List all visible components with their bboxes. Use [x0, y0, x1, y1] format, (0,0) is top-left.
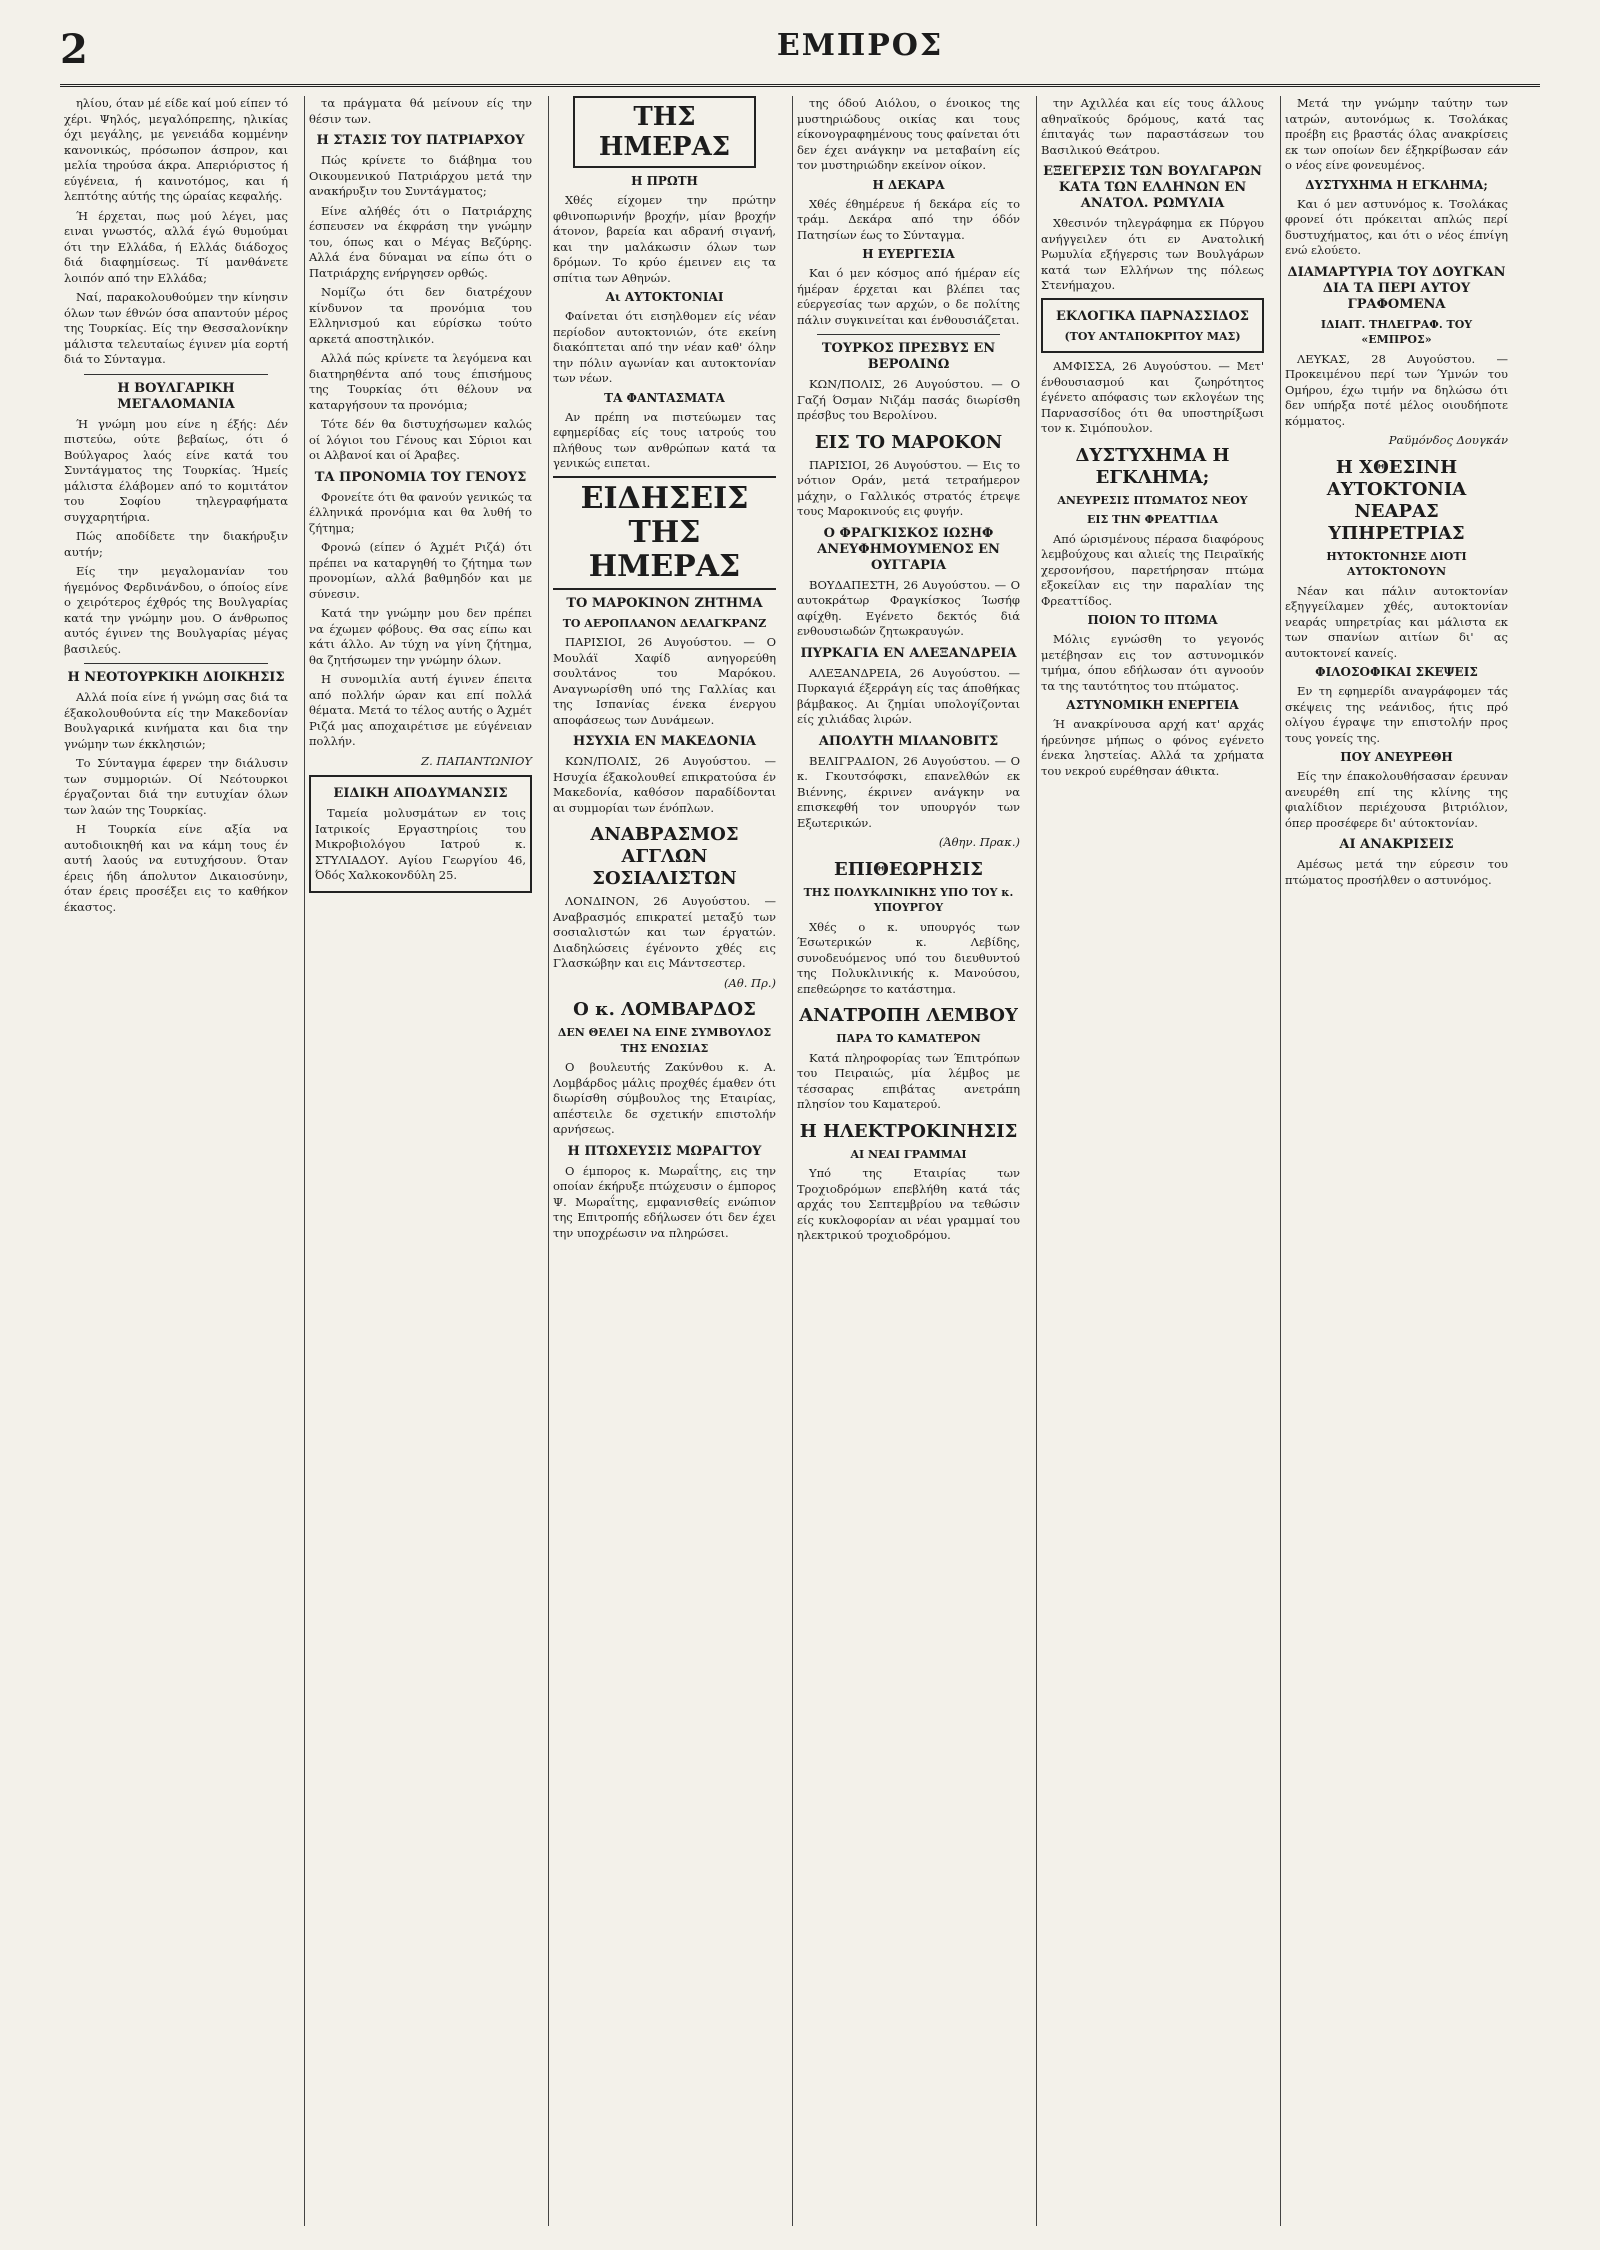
ad-text: Ταμεία μολυσμάτων εν τοις Ιατρικοίς Εργαστηρίοις του Μικροβιολόγου Ιατρού κ. ΣΤΥΛΙΑΔΟΥ. Αγίου Γεωργίου 46, Όδός Χαλκοκονδύλη 25.: [315, 806, 526, 882]
paragraph: Ο βουλευτής Ζακύνθου κ. Α. Λομβάρδος μάλις προχθές έμαθεν ότι διωρίσθη σύμβουλος της Εταιρίας, απέστειλε δε σχετικήν επιστολήν αρνήσεως.: [553, 1060, 776, 1136]
ad-heading: ΕΙΔΙΚΗ ΑΠΟΔΥΜΑΝΣΙΣ: [333, 786, 508, 801]
section-heading: ΤΑ ΠΡΟΝΟΜΙΑ ΤΟΥ ΓΕΝΟΥΣ: [314, 469, 527, 485]
paragraph: Αμέσως μετά την εύρεσιν του πτώματος προσήλθεν ο αστυνόμος.: [1285, 857, 1508, 887]
paragraph: ΑΜΦΙΣΣΑ, 26 Αυγούστου. — Μετ' ένθουσιασμού και ζωηρότητος έγένετο απόφασις των εκλογέων της Παρνασσίδος ότι θα υποστηρίξωσι τον κ. Σιμόπουλον.: [1041, 359, 1264, 435]
section-heading: Η ΒΟΥΛΓΑΡΙΚΗ ΜΕΓΑΛΟΜΑΝΙΑ: [117, 380, 235, 412]
masthead: [60, 22, 1540, 87]
subheading: ΙΔΙΑΙΤ. ΤΗΛΕΓΡΑΦ. ΤΟΥ «ΕΜΠΡΟΣ»: [1320, 317, 1473, 346]
column-4: [792, 96, 1024, 2226]
paragraph: Χθές ο κ. υπουργός των Έσωτερικών κ. Λεβίδης, συνοδευόμενος υπό του διευθυντού της Πολυκλινικής κ. Μανούσου, επεθεώρησε το κατάστημα.: [797, 919, 1020, 996]
paragraph: Η συνομιλία αυτή έγινεν έπειτα από πολλήν ώραν και επί πολλά θέματα. Μετά το τέλος αυτής ο Άχμέτ Ριζά μας αποχαιρέτισε με εύγένειαν πολλήν.: [309, 672, 532, 748]
section-heading: Αι ΑΥΤΟΚΤΟΝΙΑΙ: [605, 290, 724, 304]
section-heading: ΑΠΟΛΥΤΗ ΜΙΛΑΝΟΒΙΤΣ: [818, 733, 999, 749]
paragraph: Αλλά πώς κρίνετε τα λεγόμενα και διατηρηθέντα από τους έπισήμους της Τουρκίας ότι θέλουν να καταργήσουν τα προνόμια;: [309, 351, 532, 412]
section-heading: ΤΟ ΜΑΡΟΚΙΝΟΝ ΖΗΤΗΜΑ: [566, 595, 763, 611]
section-heading: ΔΥΣΤΥΧΗΜΑ Η ΕΓΚΛΗΜΑ;: [1075, 444, 1230, 488]
section-heading: ΑΙ ΑΝΑΚΡΙΣΕΙΣ: [1339, 837, 1454, 852]
section-heading: Ο ΦΡΑΓΚΙΣΚΟΣ ΙΩΣΗΦ ΑΝΕΥΦΗΜΟΥΜΕΝΟΣ ΕΝ ΟΥΓΓΑΡΙΑ: [817, 525, 1000, 573]
dispatch: ΒΕΛΙΓΡΑΔΙΟΝ, 26 Αυγούστου. — Ο κ. Γκουτσόφσκι, επανελθών εκ Βιέννης, έκρινεν ανάγκην να επισκεφθή τον υπουργόν των Εξωτερικών.: [797, 753, 1020, 830]
section-heading: ΦΙΛΟΣΟΦΙΚΑΙ ΣΚΕΨΕΙΣ: [1315, 665, 1478, 679]
section-heading: ΠΥΡΚΑΓΙΑ ΕΝ ΑΛΕΞΑΝΔΡΕΙΑ: [800, 645, 1017, 661]
section-heading: ΕΚΛΟΓΙΚΑ ΠΑΡΝΑΣΣΙΔΟΣ: [1055, 308, 1249, 324]
paragraph: Χθές είχομεν την πρώτην φθινοπωρινήν βροχήν, μίαν βροχήν άτονον, βαρεία και αδρανή σιγανή, και την μαλάκωσιν όλων των δρόμων. Το κρύο έμεινεν εις τα σπίτια των Αθηνών.: [553, 193, 776, 285]
paragraph: Φρονείτε ότι θα φανούν γενικώς τα έλληνικά προνόμια και θα λυθή το ζήτημα;: [309, 489, 532, 535]
paragraph: Ή έρχεται, πως μού λέγει, μας ειναι γνωστός, αλλά έγώ θυμούμαι ότι την Ελλάδα, ή Ελλάς διάδοχος διά διαφημίσεως. Τί μανθάνετε λοιπόν από την Ελλάδα;: [64, 208, 288, 285]
section-heading: ΑΝΑΤΡΟΠΗ ΛΕΜΒΟΥ: [799, 1005, 1018, 1026]
paragraph: Και ό μεν αστυνόμος κ. Τσολάκας φρονεί ότι πρόκειται απλώς περί δυστυχήματος, και ότι ο νέος έπνίγη ενώ ελούετο.: [1285, 196, 1508, 257]
divider: [817, 334, 1000, 335]
section-heading: ΔΙΑΜΑΡΤΥΡΙΑ ΤΟΥ ΔΟΥΓΚΑΝ ΔΙΑ ΤΑ ΠΕΡΙ ΑΥΤΟΥ ΓΡΑΦΟΜΕΝΑ: [1287, 264, 1506, 312]
column-1: [60, 96, 292, 2226]
paragraph: ηλίου, όταν μέ είδε καί μού είπεν τό χέρι. Ψηλός, μεγαλόπρεπης, ηλικίας όχι μεγάλης, με γενειάδα κομμένην κανονικώς, πρόσωπον άσπρον, και μελία τηρούσα άκρα. Απεριόριστος ή εύγένεια, ή καινοτόμος, και ή λεπτότης αύτής της ώραίας κεφαλής.: [64, 96, 288, 203]
column-3: [548, 96, 780, 2226]
divider: [84, 374, 268, 375]
subheading: ΑΝΕΥΡΕΣΙΣ ΠΤΩΜΑΤΟΣ ΝΕΟΥ: [1057, 493, 1248, 507]
paragraph: Υπό της Εταιρίας των Τροχιοδρόμων επεβλήθη κατά τάς αρχάς του Σεπτεμβρίου να τεθώσιν είς κυκλοφορίαν αι νέαι γραμμαί του ηλεκτρικού τροχιοδρόμου.: [797, 1166, 1020, 1242]
dispatch: ΛΟΝΔΙΝΟΝ, 26 Αυγούστου. — Αναβρασμός επικρατεί μεταξύ των σοσιαλιστών και των έργατών. Διαδηλώσεις έγένοντο χθές εις Γλασκώβην και εις Μάντσεστερ.: [553, 894, 776, 970]
divider: [84, 663, 268, 664]
section-heading: Η ΗΛΕΚΤΡΟΚΙΝΗΣΙΣ: [799, 1120, 1018, 1142]
section-heading: ΕΠΙΘΕΩΡΗΣΙΣ: [834, 858, 983, 880]
paragraph: Κατά πληροφορίας των Έπιτρόπων του Πειραιώς, μία λέμβος με τέσσαρας επιβάτας ανετράπη πλησίον του Καματερού.: [797, 1050, 1020, 1111]
section-heading: Ο κ. ΛΟΜΒΑΡΔΟΣ: [573, 999, 756, 1020]
subheading: ΔΕΝ ΘΕΛΕΙ ΝΑ ΕΙΝΕ ΣΥΜΒΟΥΛΟΣ ΤΗΣ ΕΝΩΣΙΑΣ: [557, 1026, 772, 1055]
news-of-day-title: ΕΙΔΗΣΕΙΣ ΤΗΣ ΗΜΕΡΑΣ: [553, 476, 776, 590]
section-heading: ΠΟΙΟΝ ΤΟ ΠΤΩΜΑ: [1087, 613, 1218, 627]
subheading: ΤΗΣ ΠΟΛΥΚΛΙΝΙΚΗΣ ΥΠΟ ΤΟΥ κ. ΥΠΟΥΡΓΟΥ: [803, 885, 1014, 914]
section-heading: Η ΠΡΩΤΗ: [631, 174, 698, 188]
section-heading: ΔΥΣΤΥΧΗΜΑ Η ΕΓΚΛΗΜΑ;: [1305, 177, 1488, 192]
section-heading: ΤΟΥΡΚΟΣ ΠΡΕΣΒΥΣ ΕΝ ΒΕΡΟΛΙΝΩ: [821, 341, 996, 372]
paragraph: Κατά την γνώμην μου δεν πρέπει να έχωμεν φόβους. Θα σας είπω και κάτι άλλο. Αν τύχη να γίνη ζήτημα, θα ζητήσωμεν την γνώμην όλων.: [309, 606, 532, 667]
paragraph: Ναί, παρακολουθούμεν την κίνησιν όλων των έθνών όσα απαντούν μέρος της Τουρκίας. Είς την Θεσσαλονίκην μάλιστα τελευταίως έγινεν μία εορτή διά το Σύνταγμα.: [64, 290, 288, 366]
paragraph: Είνε αλήθές ότι ο Πατριάρχης έσπευσεν να έκφράση την γνώμην του, όπως και ο Μέγας Βεζύρης. Αλλά ένα δύναμαι να είπω ότι ο Πατριάρχης ενήργησεν ορθώς.: [309, 203, 532, 280]
column-6: [1280, 96, 1512, 2226]
column-2: [304, 96, 536, 2226]
paragraph: της όδού Αιόλου, ο ένοικος της μυστηριώδους οικίας και τους είκονογραφημένους τους φαίνεται ότι δεν έχει ανάγκην να μεταβαίνη είς τον μυστηριώδην εκείνον οίκον.: [797, 96, 1021, 172]
paragraph: Ή ανακρίνουσα αρχή κατ' αρχάς ήρεύνησε μήπως ο φόνος εγένετο ένεκα ληστείας. Αλλά τα χρήματα του νεκρού ευρέθησαν άθικτα.: [1041, 717, 1264, 778]
election-box: [1041, 298, 1264, 354]
section-heading: ΕΙΣ ΤΟ ΜΑΡΟΚΟΝ: [814, 431, 1003, 453]
dispatch: ΚΩΝ/ΠΟΛΙΣ, 26 Αυγούστου. — Ησυχία έξακολουθεί επικρατούσα έν Μακεδονία, καθόσον παραδίδονται αι συμμορίαι των ένόπλων.: [553, 754, 776, 815]
column-5: [1036, 96, 1268, 2226]
paragraph: Φρονώ (είπεν ό Άχμέτ Ριζά) ότι πρέπει να καταργηθή το ζήτημα των προνομίων, αλλά βαθμηδόν και με σύνεσιν.: [309, 540, 532, 601]
subheading: ΗΥΤΟΚΤΟΝΗΣΕ ΔΙΟΤΙ ΑΥΤΟΚΤΟΝΟΥΝ: [1326, 549, 1467, 578]
section-heading: ΠΟΥ ΑΝΕΥΡΕΘΗ: [1340, 750, 1453, 764]
paragraph: Μόλις εγνώσθη το γεγονός μετέβησαν εις τον αστυνομικόν τμήμα, όπου εδήλωσαν ότι αγνοούν τα της ταυτότητος του πτώματος.: [1041, 632, 1264, 693]
advertisement-box: [309, 775, 532, 893]
paragraph: Είς την μεγαλομανίαν του ήγεμόνος Φερδινάνδου, ο όποίος είνε ο χειρότερος έχθρός της Βουλγαρίας κατά την γνώμην μου. Ο άνθρωπος αυτός έγινεν της Βουλγαρίας μέγας βασιλεύς.: [64, 564, 288, 656]
section-heading: Η ΝΕΟΤΟΥΡΚΙΚΗ ΔΙΟΙΚΗΣΙΣ: [67, 670, 285, 685]
author-signature: Ραϋμόνδος Δουγκάν: [1388, 433, 1508, 447]
section-heading: ΗΣΥΧΙΑ ΕΝ ΜΑΚΕΔΟΝΙΑ: [573, 734, 756, 749]
tis-imeras-title: ΤΗΣ ΗΜΕΡΑΣ: [573, 96, 756, 168]
section-heading: Η ΣΤΑΣΙΣ ΤΟΥ ΠΑΤΡΙΑΡΧΟΥ: [316, 133, 525, 148]
subheading: ΕΙΣ ΤΗΝ ΦΡΕΑΤΤΙΔΑ: [1087, 513, 1218, 526]
subheading: (ΤΟΥ ΑΝΤΑΠΟΚΡΙΤΟΥ ΜΑΣ): [1064, 329, 1241, 343]
subheading: ΤΟ ΑΕΡΟΠΛΑΝΟΝ ΔΕΛΑΓΚΡΑΝΖ: [562, 616, 767, 630]
paragraph: Το Σύνταγμα έφερεν την διάλυσιν των συμμοριών. Οί Νεότουρκοι έργαζονται διά την ευτυχίαν όλων των λαών της Τουρκίας.: [64, 756, 288, 817]
paragraph: Η Τουρκία είνε αξία να αυτοδιοικηθή και να κάμη τους έν αυτή λαούς να ευτυχήσουν. Όταν έρεις ήδη άπολυτον Δικαιοσύνην, όταν έρεις προσέξει εις το καθήκον έκαστος.: [64, 822, 288, 914]
paragraph: Είς την έπακολουθήσασαν έρευναν ανευρέθη επί της κλίνης της φιαλίδιον περιέχουσα βιτριόλιον, όπερ προσέφερε δι' αύτοκτονίαν.: [1285, 769, 1508, 830]
section-heading: ΕΞΕΓΕΡΣΙΣ ΤΩΝ ΒΟΥΛΓΑΡΩΝ ΚΑΤΑ ΤΩΝ ΕΛΛΗΝΩΝ ΕΝ ΑΝΑΤΟΛ. ΡΩΜΥΛΙΑ: [1043, 164, 1262, 211]
dispatch: ΚΩΝ/ΠΟΛΙΣ, 26 Αυγούστου. — Ο Γαζή Όσμαν Νιζάμ πασάς διωρίσθη πρέσβυς του Βερολίνου.: [797, 377, 1020, 422]
dispatch: ΒΟΥΔΑΠΕΣΤΗ, 26 Αυγούστου. — Ο αυτοκράτωρ Φραγκίσκος Ίωσήφ αφίχθη. Εγένετο δεκτός διά ενθουσιωδών ζητωκραυγών.: [797, 577, 1020, 638]
paragraph: Χθές έθημέρευε ή δεκάρα είς το τράμ. Δεκάρα από την όδόν Πατησίων έως το Σύνταγμα.: [797, 196, 1020, 242]
paragraph: Ο έμπορος κ. Μωραΐτης, εις την οποίαν έκήρυξε πτώχευσιν ο έμπορος Ψ. Μωραΐτης, εμφανισθείς ενώπιον της Επιτροπής εδήλωσεν ότι δεν έχει την υποχρέωσιν να πληρώσει.: [553, 1163, 776, 1240]
newspaper-title: ΕΜΠΡΟΣ: [776, 28, 944, 63]
section-heading: Η ΕΥΕΡΓΕΣΙΑ: [862, 247, 955, 261]
section-heading: Η ΠΤΩΧΕΥΣΙΣ ΜΩΡΑΓΤΟΥ: [567, 1143, 762, 1159]
paragraph: Πώς κρίνετε το διάβημα του Οικουμενικού Πατριάρχου μετά την ανακήρυξιν του Συντάγματος;: [309, 153, 532, 198]
section-heading: ΑΣΤΥΝΟΜΙΚΗ ΕΝΕΡΓΕΙΑ: [1066, 698, 1239, 712]
paragraph: Νέαν και πάλιν αυτοκτονίαν εξηγγείλαμεν χθές, αυτοκτονίαν νεαράς υπηρετρίας και μάλιστα εκ των σπανίων αιτίων δι' ας αυτοκτονεί κανείς.: [1285, 583, 1508, 660]
columns: [60, 96, 1540, 2226]
paragraph: Χθεσινόν τηλεγράφημα εκ Πύργου ανήγγειλεν ότι εν Ανατολική Ρωμυλία εξήγερσις των Βουλγάρων κατά των Ελλήνων της πόλεως Στενήμαχου.: [1041, 216, 1264, 292]
paragraph: Αλλά ποία είνε ή γνώμη σας διά τα έξακολουθούντα είς την Μακεδονίαν Βουλγαρικά κινήματα και δια την γνώμην των έκκλησιών;: [64, 690, 288, 751]
paragraph: Μετά την γνώμην ταύτην των ιατρών, αυτονόμως κ. Τσολάκας προέβη εις βραστάς όλας ανακρίσεις εκ των οποίων δεν έξηκρίβωσαν εάν ο νέος είνε φονευμένος.: [1285, 96, 1508, 172]
paragraph: τα πράγματα θά μείνουν είς την θέσιν των.: [309, 96, 532, 126]
dispatch: ΠΑΡΙΣΙΟΙ, 26 Αυγούστου. — Εις το νότιον Οράν, μετά τετραήμερον μάχην, ο Γαλλικός στρατός έτρεψε τους Μαροκινούς εις φυγήν.: [797, 457, 1020, 518]
section-heading: Η ΔΕΚΑΡΑ: [872, 177, 945, 192]
paragraph: Και ό μεν κόσμος από ήμέραν είς ήμέραν έρχεται και βλέπει τας εύεργεσίας των αρχών, ο δε πολίτης πάλιν συγκινείται και ένθουσιάζεται.: [797, 266, 1020, 327]
section-heading: ΑΝΑΒΡΑΣΜΟΣ ΑΓΓΛΩΝ ΣΟΣΙΑΛΙΣΤΩΝ: [590, 824, 739, 889]
section-heading: Η ΧΘΕΣΙΝΗ ΑΥΤΟΚΤΟΝΙΑ ΝΕΑΡΑΣ ΥΠΗΡΕΤΡΙΑΣ: [1326, 456, 1467, 544]
paragraph: Εν τη εφημερίδι αναγράφομεν τάς σκέψεις της νεάνιδος, ήτις πρό ολίγου έγραψε την επιστολήν προς τους γονείς της.: [1285, 684, 1508, 745]
dispatch: ΠΑΡΙΣΙΟΙ, 26 Αυγούστου. — Ο Μουλάϊ Χαφίδ ανηγορεύθη σουλτάνος του Μαρόκου. Αναγνωρίσθη υπό της Γαλλίας και της Ισπανίας ένεκα ένεργου αποφάσεως των Δυνάμεων.: [553, 635, 776, 727]
author-signature: Ζ. ΠΑΠΑΝΤΩΝΙΟΥ: [421, 753, 532, 768]
paragraph: Από ώρισμένους πέρασα διαφόρους λεμβούχους και αλιείς της Πειραϊκής χερσονήσου, παρετήρησαν πτώμα εξοκείλαν εις την παραλίαν της Φρεαττίδος.: [1041, 531, 1264, 608]
section-heading: ΤΑ ΦΑΝΤΑΣΜΑΤΑ: [604, 390, 725, 405]
source-credit: (Αθ. Πρ.): [724, 975, 776, 990]
page-number: 2: [60, 26, 88, 73]
paragraph: την Αχιλλέα και είς τους άλλους αθηναϊκούς δρόμους, κατά τας έπιταγάς των παραστάσεων του Βασιλικού Θεάτρου.: [1041, 96, 1264, 157]
paragraph: ΛΕΥΚΑΣ, 28 Αυγούστου. — Προκειμένου περί των Ύμνών του Ομήρου, έχω τιμήν να δηλώσω ότι δεν υπήρξα ποτέ μέλος οιουδήποτε κόμματος.: [1285, 351, 1508, 428]
paragraph: Αν πρέπη να πιστεύωμεν τας εφημερίδας είς τους ιατρούς του πλήθους των ανθρώπων κατά τα γενικώς ειπεται.: [553, 409, 776, 470]
paragraph: Τότε δέν θα διστυχήσωμεν καλώς οί λόγιοι του Γένους και Σύριοι και οι Αλβανοί και οί Άραβες.: [309, 417, 532, 462]
subheading: ΠΑΡΑ ΤΟ ΚΑΜΑΤΕΡΟΝ: [836, 1032, 981, 1045]
dispatch: ΑΛΕΞΑΝΔΡΕΙΑ, 26 Αυγούστου. — Πυρκαγιά έξερράγη είς τας άποθήκας βάμβακος. Αι ζημίαι υπολογίζονται είς χιλιάδας λιρών.: [797, 665, 1020, 726]
paragraph: Φαίνεται ότι εισηλθομεν είς νέαν περίοδον αυτοκτονιών, ότε εκείνη διακόπτεται από την νέαν καθ' όλην την πόλιν αγωνίαν και αυτοκτονίαν των νέων.: [553, 309, 776, 385]
paragraph: Νομίζω ότι δεν διατρέχουν κίνδυνον τα προνόμια του Ελληνισμού και εύρίσκω τούτο αρκετά αποστηλικόν.: [309, 285, 532, 346]
paragraph: Ή γνώμη μου είνε η έξής: Δέν πιστεύω, ούτε βεβαίως, ότι ό Βούλγαρος λαός είνε κατά του Συντάγματος της Τουρκίας. Ήμείς μάλιστα έλάβομεν από το κομιτάτον του Σοφίου τηλεγραφήματα συγχαρητήρια.: [64, 416, 288, 524]
source-credit: (Άθην. Πρακ.): [938, 835, 1020, 849]
subheading: ΑΙ ΝΕΑΙ ΓΡΑΜΜΑΙ: [850, 1147, 967, 1161]
paragraph: Πώς αποδίδετε την διακήρυξιν αυτήν;: [64, 529, 288, 559]
